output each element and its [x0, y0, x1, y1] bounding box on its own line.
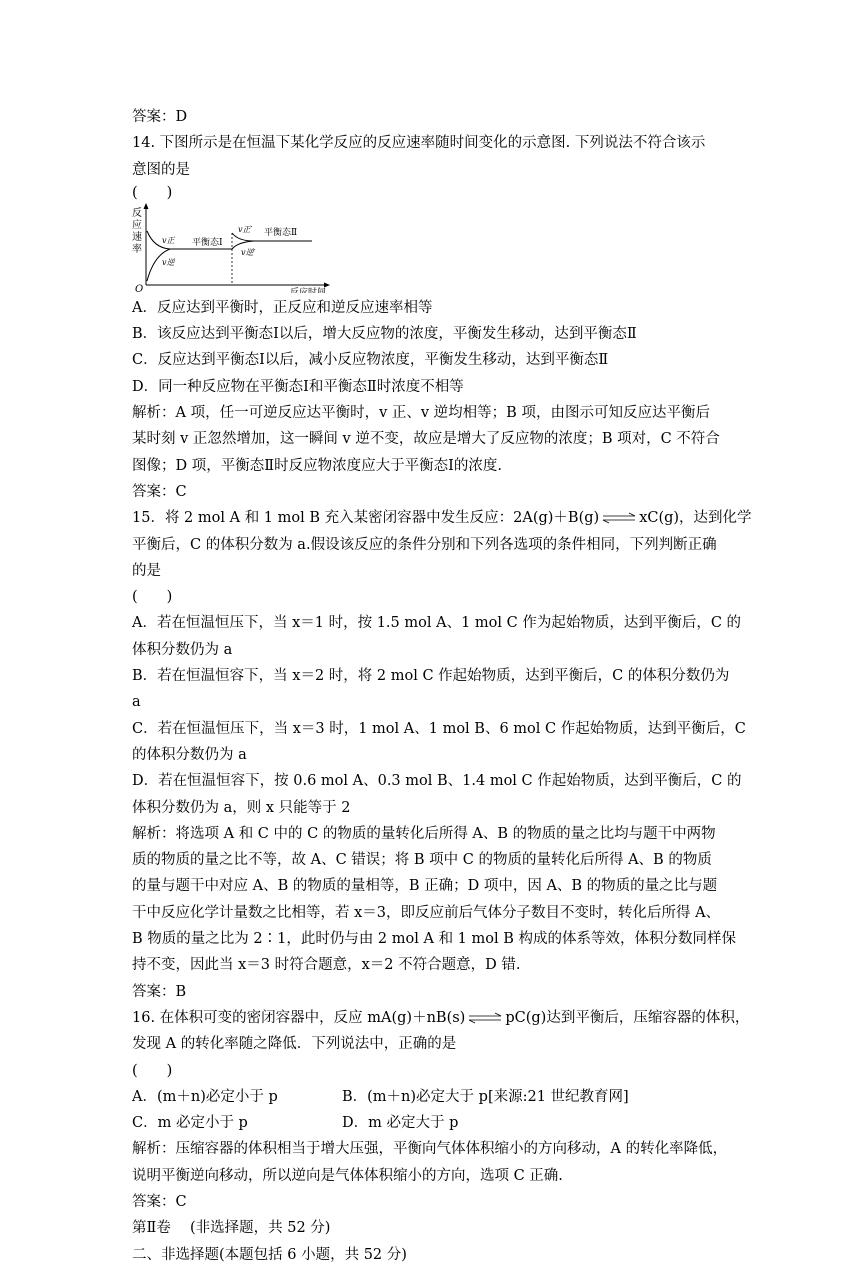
- q16-option-c: C．m 必定小于 p: [132, 1115, 248, 1132]
- q16-options-row-2: [132, 1110, 732, 1136]
- q14-analysis-line-2: 某时刻 v 正忽然增加，这一瞬间 v 逆不变，故应是增大了反应物的浓度；B 项对，C 不符合: [132, 431, 720, 448]
- q15-analysis-line-4: 干中反应化学计量数之比相等，若 x＝3，即反应前后气体分子数目不变时，转化后所得 A、: [132, 904, 721, 921]
- x-axis-label: 反应时间: [290, 287, 327, 293]
- q16-option-d: D．m 必定大于 p: [342, 1115, 459, 1132]
- y-axis-label-char-2: 应: [132, 219, 142, 231]
- q15-analysis-line-1: 解析：将选项 A 和 C 中的 C 的物质的量转化后所得 A、B 的物质的量之比均与题干中两物: [132, 825, 716, 842]
- y-axis-label-char-4: 率: [132, 243, 142, 255]
- q14-option-a: A．反应达到平衡时，正反应和逆反应速率相等: [132, 299, 433, 316]
- q15-stem-line-1-part-b: xC(g)，达到化学: [639, 510, 752, 527]
- section-part-heading: 二、非选择题(本题包括 6 小题，共 52 分): [132, 1246, 407, 1263]
- forward-rate-curve-2: [232, 233, 254, 241]
- q15-stem-line-2: 平衡后，C 的体积分数为 a.假设该反应的条件分别和下列各选项的条件相同，下列判断正确: [132, 536, 717, 553]
- q15-answer-paren: ( ): [132, 589, 173, 606]
- q16-answer: 答案：C: [132, 1193, 187, 1210]
- reaction-rate-diagram: [132, 203, 342, 293]
- q16-analysis-line-1: 解析：压缩容器的体积相当于增大压强，平衡向气体体积缩小的方向移动，A 的转化率降低，: [132, 1141, 728, 1158]
- q14-option-b: B．该反应达到平衡态Ⅰ以后，增大反应物的浓度，平衡发生移动，达到平衡态Ⅱ: [132, 326, 637, 343]
- q16-option-b: B．(m＋n)必定大于 p[来源:21 世纪教育网]: [342, 1088, 629, 1105]
- q16-stem-line-1-part-b: pC(g)达到平衡后，压缩容器的体积，: [505, 1009, 750, 1026]
- q15-option-d-line-2: 体积分数仍为 a，则 x 只能等于 2: [132, 799, 351, 816]
- question-14: [132, 130, 732, 505]
- q14-stem-line-2: 意图的是: [132, 161, 190, 178]
- q14-option-c: C．反应达到平衡态Ⅰ以后，减小反应物浓度，平衡发生移动，达到平衡态Ⅱ: [132, 352, 609, 369]
- q13-answer: 答案：D: [132, 109, 188, 125]
- q14-stem-line-1: 14. 下图所示是在恒温下某化学反应的反应速率随时间变化的示意图. 下列说法不符合该示: [132, 135, 706, 152]
- reversible-arrow-icon: [601, 512, 637, 524]
- q15-option-c-line-1: C．若在恒温恒压下，当 x＝3 时，1 mol A、1 mol B、6 mol C 作起始物质，达到平衡后，C: [132, 720, 746, 737]
- q15-stem-line-3: 的是: [132, 562, 161, 579]
- q14-answer: 答案：C: [132, 483, 187, 500]
- x-axis-arrow: [324, 282, 330, 287]
- q15-answer: 答案：B: [132, 983, 187, 1000]
- q14-option-d: D．同一种反应物在平衡态Ⅰ和平衡态Ⅱ时浓度不相等: [132, 378, 464, 395]
- y-axis-label-char-3: 速: [132, 231, 142, 243]
- section-title: 第Ⅱ卷 (非选择题，共 52 分): [132, 1220, 331, 1237]
- y-axis-label-char-1: 反: [132, 207, 142, 219]
- q15-option-b-line-1: B．若在恒温恒容下，当 x＝2 时，将 2 mol C 作起始物质，达到平衡后，C 的体积分数仍为: [132, 668, 730, 685]
- q15-option-b-line-2: a: [132, 694, 141, 711]
- q15-option-c-line-2: 的体积分数仍为 a: [132, 746, 247, 763]
- q15-stem-line-1-part-a: 15．将 2 mol A 和 1 mol B 充入某密闭容器中发生反应：2A(g)＋B(g): [132, 510, 600, 527]
- y-axis-arrow: [144, 203, 149, 209]
- q15-analysis-line-5: B 物质的量之比为 2∶1，此时仍与由 2 mol A 和 1 mol B 构成的体系等效，体积分数同样保: [132, 931, 737, 948]
- reversible-arrow-icon: [467, 1012, 503, 1024]
- q16-stem-line-1: [132, 1005, 750, 1031]
- q14-analysis-line-1: 解析：A 项，任一可逆反应达平衡时，v 正、v 逆均相等；B 项，由图示可知反应达平衡后: [132, 405, 710, 422]
- origin-label: O: [135, 283, 144, 293]
- equilibrium-2-label: 平衡态Ⅱ: [264, 227, 298, 238]
- q15-option-d-line-1: D．若在恒温恒容下，按 0.6 mol A、0.3 mol B、1.4 mol C 作起始物质，达到平衡后，C 的: [132, 773, 742, 790]
- q16-option-a: A．(m＋n)必定小于 p: [132, 1088, 278, 1105]
- q15-analysis-line-3: 的量与题干中对应 A、B 的物质的量相等，B 正确；D 项中，因 A、B 的物质的量之比与题: [132, 878, 718, 895]
- q16-answer-paren: ( ): [132, 1062, 173, 1079]
- equilibrium-1-label: 平衡态Ⅰ: [192, 237, 223, 248]
- q16-analysis-line-2: 说明平衡逆向移动，所以逆向是气体体积缩小的方向，选项 C 正确.: [132, 1167, 563, 1184]
- q15-analysis-line-2: 质的物质的量之比不等，故 A、C 错误；将 B 项中 C 的物质的量转化后所得 A、B 的物质: [132, 852, 712, 869]
- q16-stem-line-2: 发现 A 的转化率随之降低．下列说法中，正确的是: [132, 1036, 457, 1053]
- reaction-rate-svg: [132, 203, 342, 293]
- q14-answer-paren: ( ): [132, 184, 173, 201]
- q15-stem-line-1: [132, 505, 752, 531]
- q14-analysis-line-3: 图像；D 项，平衡态Ⅱ时反应物浓度应大于平衡态Ⅰ的浓度.: [132, 457, 502, 474]
- v-reverse-2-label: v逆′: [241, 247, 256, 257]
- v-forward-2-label: v正′: [238, 224, 253, 234]
- q15-analysis-line-6: 持不变，因此当 x＝3 时符合题意，x＝2 不符合题意，D 错.: [132, 957, 521, 974]
- q16-stem-line-1-part-a: 16. 在体积可变的密闭容器中，反应 mA(g)＋nB(s): [132, 1009, 466, 1026]
- question-16: [132, 1005, 750, 1215]
- q16-options-row-1: [132, 1084, 732, 1110]
- document-page: [132, 104, 752, 1268]
- q15-option-a-line-2: 体积分数仍为 a: [132, 641, 233, 658]
- q15-option-a-line-1: A．若在恒温恒压下，当 x＝1 时，按 1.5 mol A、1 mol C 作为起始物质，达到平衡后，C 的: [132, 615, 742, 632]
- question-15: [132, 505, 752, 1005]
- v-forward-label: v正: [162, 235, 175, 245]
- v-reverse-label: v逆: [162, 257, 175, 267]
